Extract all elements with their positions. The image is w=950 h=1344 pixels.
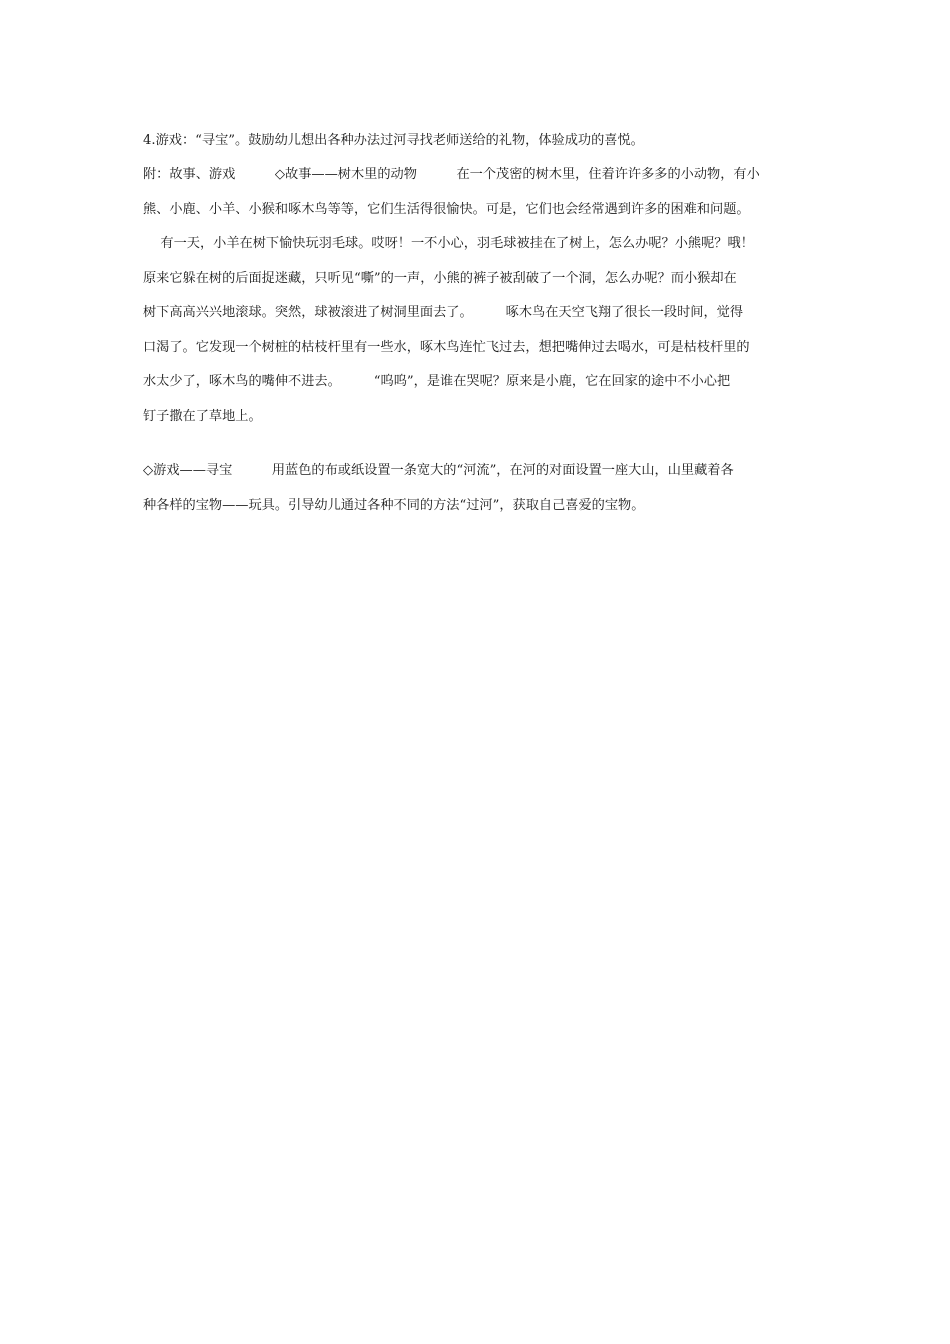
game-line: ◇游戏——寻宝 用蓝色的布或纸设置一条宽大的“河流”，在河的对面设置一座大山，山里藏着各 xyxy=(143,463,734,478)
story-line: 原来它躲在树的后面捉迷藏，只听见“嘶”的一声，小熊的裤子被刮破了一个洞，怎么办呢？而小猴却在 xyxy=(143,270,737,286)
document-body xyxy=(143,124,808,523)
story-line: 钉子撒在了草地上。 xyxy=(143,408,262,424)
game-line: 种各样的宝物——玩具。引导幼儿通过各种不同的方法“过河”，获取自己喜爱的宝物。 xyxy=(143,497,645,513)
story-line: 水太少了，啄木鸟的嘴伸不进去。 “呜呜”，是谁在哭呢？原来是小鹿，它在回家的途中不小心把 xyxy=(143,374,731,389)
paragraph-gap xyxy=(143,434,808,454)
section-heading: 4.游戏：“寻宝”。鼓励幼儿想出各种办法过河寻找老师送给的礼物，体验成功的喜悦。 xyxy=(143,133,644,148)
story-line: 附：故事、游戏 ◇故事——树木里的动物 在一个茂密的树木里，住着许许多多的小动物，有小 xyxy=(143,167,760,182)
story-line: 熊、小鹿、小羊、小猴和啄木鸟等等，它们生活得很愉快。可是，它们也会经常遇到许多的困难和问题。 xyxy=(143,201,750,217)
story-line: 口渴了。它发现一个树桩的枯枝杆里有一些水，啄木鸟连忙飞过去，想把嘴伸过去喝水，可是枯枝杆里的 xyxy=(143,339,750,355)
story-line: 有一天，小羊在树下愉快玩羽毛球。哎呀！一不小心，羽毛球被挂在了树上，怎么办呢？小熊呢？哦！ xyxy=(143,236,754,251)
story-line: 树下高高兴兴地滚球。突然，球被滚进了树洞里面去了。 啄木鸟在天空飞翔了很长一段时间，觉得 xyxy=(143,305,744,320)
